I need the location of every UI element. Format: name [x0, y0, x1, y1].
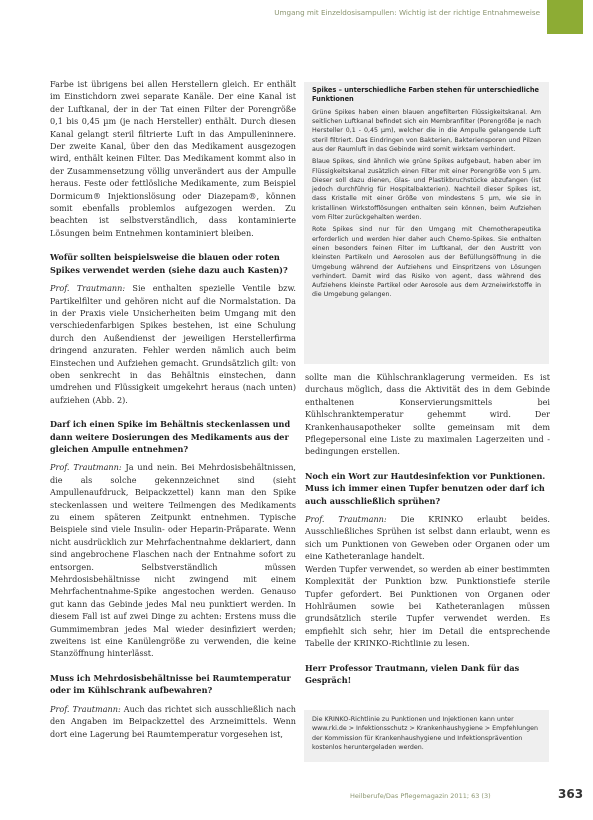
- speaker-label: Prof. Trautmann:: [50, 703, 121, 714]
- paragraph: sollte man die Kühlschranklagerung vermeiden. Es ist durchaus möglich, dass die Aktivität des in dem Gebinde enthaltenen Konservierungsmittels bei Kühlschranktemperatur gehemmt wird. Der Krankenhausapotheker sollte gemeinsam mit dem Pflegepersonal eine Liste zu maximalen Lagerzeiten und -bedingungen erstellen.: [305, 372, 550, 457]
- section-color-tab: [547, 0, 583, 34]
- reference-box: Die KRINKO-Richtlinie zu Punktionen und Injektionen kann unter www.rki.de > Infektionsschutz > Krankenhaushygiene > Empfehlungen der Kommission für Krankenhaushygiene und Infektionsprävention kostenlos heruntergeladen werden.: [304, 710, 549, 762]
- question-heading: Muss ich Mehrdosisbehältnisse bei Raumtemperatur oder im Kühlschrank aufbewahren?: [50, 672, 291, 696]
- left-column: [50, 78, 296, 740]
- info-box-paragraph: Blaue Spikes, sind ähnlich wie grüne Spikes aufgebaut, haben aber im Flüssigkeitskanal zusätzlich einen Filter mit einer Porengröße von 5 µm. Dieser soll dazu dienen, Glas- und Plastikbruchstücke abzufangen (ist jedoch durchführig für Hospitalbakterien). Nachteil dieser Spikes ist, dass Kristalle mit einer Größe von mindestens 5 µm, wie sie in kristallinen Wirkstofflösungen enthalten sein können, beim Aufziehen vom Filter zurückgehalten werden.: [312, 158, 541, 222]
- answer-text: Ja und nein. Bei Mehrdosisbehältnissen, die als solche gekennzeichnet sind (sieht Ampullenaufdruck, Beipackzettel) kann man den Spike steckenlassen und weitere Teilmengen des Medikaments zu einem späteren Zeitpunkt entnehmen. Typische Beispiele sind viele Insulin- oder Heparin-Präparate. Wenn nicht ausdrücklich zur Mehrfachentnahme deklariert, dann sind angebrochene Flaschen nach der Entnahme sofort zu entsorgen. Selbstverständlich müssen Mehrdosisbehältnisse nicht zwingend mit einem Mehrfachentnahme-Spike angestochen werden. Genauso gut kann das Gebinde jedes Mal neu punktiert werden. In diesem Fall ist auf zwei Dinge zu achten: Erstens muss die Gummimembran jedes Mal wieder desinfiziert werden; zweitens ist eine Kanülengröße zu verwenden, die keine Stanzöffnung hinterlässt.: [50, 462, 296, 659]
- answer-text: Die KRINKO erlaubt beides. Ausschließliches Sprühen ist selbst dann erlaubt, wenn es sich um Punktionen von Geweben oder Organen oder um eine Katheteranlage handelt.: [305, 514, 550, 562]
- paragraph: Werden Tupfer verwendet, so werden ab einer bestimmten Komplexität der Punktion bzw. Punktionstiefe sterile Tupfer gefordert. Bei Punktionen von Organen oder Hohlräumen sowie bei Katheteranlagen müssen grundsätzlich sterile Tupfer verwendet werden. Es empfiehlt sich sehr, hier im Detail die entsprechende Tabelle der KRINKO-Richtlinie zu lesen.: [305, 563, 550, 649]
- answer-text: Sie enthalten spezielle Ventile bzw. Partikelfilter und gehören nicht auf die Normalstation. Da in der Praxis viele Unsicherheiten beim Umgang mit den verschiedenfarbigen Spikes bestehen, ist eine Schulung durch den Außendienst der jeweiligen Herstellerfirma dringend anzuraten. Fehler werden nämlich auch beim Einstechen und Aufziehen gemacht. Grundsätzlich gilt: von oben senkrecht in das Behältnis einstechen, dann umdrehen und Flüssigkeit umgekehrt heraus (nach unten) aufziehen (Abb. 2).: [50, 283, 296, 405]
- speaker-label: Prof. Trautmann:: [50, 283, 126, 294]
- speaker-label: Prof. Trautmann:: [50, 462, 122, 473]
- closing-heading: Herr Professor Trautmann, vielen Dank für das Gespräch!: [305, 662, 520, 685]
- page-number: 363: [558, 787, 584, 801]
- info-box-paragraph: Grüne Spikes haben einen blauen angefilterten Flüssigkeitskanal. Am seitlichen Luftkanal befindet sich ein Membranfilter (Porengröße je nach Hersteller 0,1 - 0,45 µm), welcher die in die Ampulle gelangende Luft steril filtriert. Das Eindringen von Bakterien, Bakteriensporen und Pilzen aus der Raumluft in das Gebinde wird somit wirksam verhindert.: [312, 108, 541, 153]
- answer-text: Auch das richtet sich ausschließlich nach den Angaben im Beipackzettel des Arzneimittels. Wenn dort eine Lagerung bei Raumtemperatur vorgesehen ist,: [50, 703, 296, 739]
- info-box-paragraph: Rote Spikes sind nur für den Umgang mit Chemotherapeutika erforderlich und werden hier daher auch Chemo-Spikes. Sie enthalten einen besonders feinen Filter im Luftkanal, der den Austritt von kleinsten Partikeln und Aerosolen aus der Befüllungsöffnung in die Umgebung während der Aufziehens und Einspritzens von Lösungen verhindert. Damit wird das Risiko von agent, dass während des Aufziehens kleinste Partikel oder Aerosole aus dem Arzneiwirkstoffe in die Umgebung gelangen.: [312, 226, 541, 299]
- info-box-title: Spikes – unterschiedliche Farben stehen für unterschiedliche Funktionen: [312, 86, 540, 104]
- paragraph: Farbe ist übrigens bei allen Herstellern gleich. Er enthält im Einstichdorn zwei separate Kanäle. Der eine Kanal ist der Luftkanal, der in der Tat einen Filter der Porengröße 0,1 bis 0,45 µm (je nach Hersteller) enthält. Durch diesen Kanal gelangt steril filtrierte Luft in das Ampulleninnere. Der zweite Kanal, über den das Medikament ausgezogen wird, enthält keinen Filter. Das Medikament kommt also in der Zusammensetzung völlig unverändert aus der Ampulle heraus. Feste oder fettlösliche Medikamente, zum Beispiel Dormicum® Injektionslösung oder Diazepam®, können somit ebenfalls problemlos aufgezogen werden. Zu beachten ist selbstverständlich, dass kontaminierte Lösungen beim Entnehmen kontaminiert bleiben.: [50, 79, 296, 238]
- question-heading: Darf ich einen Spike im Behältnis steckenlassen und dann weitere Dosierungen des Medikaments aus der gleichen Ampulle entnehmen?: [50, 419, 291, 454]
- answer-paragraph: [50, 282, 296, 406]
- footer-citation: Heilberufe/Das Pflegemagazin 2011; 63 (3): [350, 792, 491, 800]
- question-heading: Wofür sollten beispielsweise die blauen oder roten Spikes verwendet werden (siehe dazu auch Kasten)?: [50, 252, 288, 275]
- info-box-spikes: [304, 82, 549, 364]
- running-header: Umgang mit Einzeldosisampullen: Wichtig ist der richtige Entnahmeweise: [274, 8, 540, 17]
- speaker-label: Prof. Trautmann:: [305, 514, 387, 525]
- right-column: [305, 371, 550, 692]
- answer-paragraph: [50, 703, 296, 740]
- answer-paragraph: [305, 513, 550, 563]
- answer-paragraph: [50, 461, 296, 660]
- question-heading: Noch ein Wort zur Hautdesinfektion vor Punktionen. Muss ich immer einen Tupfer benutzen oder darf ich auch ausschließlich sprühen?: [305, 470, 546, 506]
